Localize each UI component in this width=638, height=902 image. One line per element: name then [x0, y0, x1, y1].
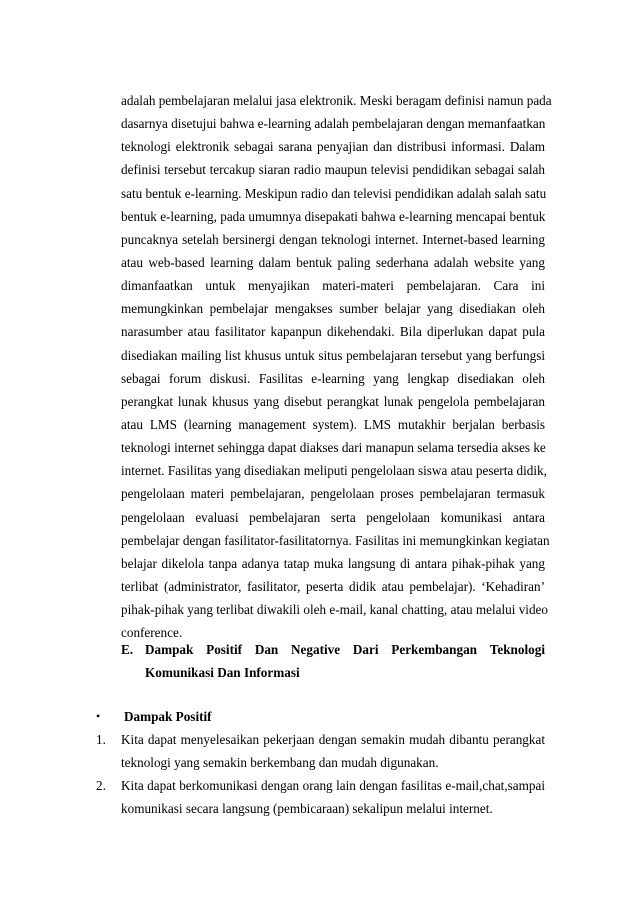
list-item [96, 728, 545, 774]
e-learning-paragraph [121, 89, 552, 644]
section-title-line-1 [145, 638, 545, 661]
list-item-number: 1. [96, 732, 106, 747]
paragraph-line: dimanfaatkan untuk menyajikan materi-materi pembelajaran. Cara ini [121, 278, 545, 294]
paragraph-line: puncaknya setelah bersinergi dengan teknologi internet. Internet-based learning [121, 231, 545, 247]
paragraph-line: perangkat lunak khusus yang disebut perangkat lunak pengelola pembelajaran [121, 393, 545, 409]
paragraph-line: teknologi internet sehingga dapat diakses dari manapun selama tersedia akses ke [121, 440, 546, 456]
section-title-word: Dari [352, 642, 379, 657]
section-title-word: Teknologi [489, 642, 545, 657]
paragraph-line: pembelajar dengan fasilitator-fasilitatornya. Fasilitas ini memungkinkan kegiatan [121, 532, 550, 548]
section-title-line-2: Komunikasi Dan Informasi [145, 665, 300, 681]
bullet-icon: • [96, 709, 101, 723]
list-item-line: komunikasi secara langsung (pembicaraan) sekalipun melalui internet. [121, 801, 493, 817]
paragraph-line: conference. [121, 625, 183, 641]
paragraph-line: internet. Fasilitas yang disediakan meliputi pengelolaan siswa atau peserta didik, [121, 463, 547, 479]
paragraph-line: sebagai forum diskusi. Fasilitas e-learning yang lengkap disediakan oleh [121, 370, 545, 386]
paragraph-line: narasumber atau fasilitator kapanpun dikehendaki. Bila diperlukan dapat pula [121, 324, 545, 340]
section-title-word: Dampak [145, 642, 194, 657]
paragraph-line: atau web-based learning dalam bentuk paling sederhana adalah website yang [121, 254, 545, 270]
bullet-heading [96, 705, 212, 728]
section-heading [121, 638, 545, 684]
list-item-line: Kita dapat berkomunikasi dengan orang lain dengan fasilitas e-mail,chat,sampai [121, 778, 545, 794]
paragraph-line: dasarnya disetujui bahwa e-learning adalah pembelajaran dengan memanfaatkan [121, 116, 546, 132]
paragraph-line: belajar dikelola tanpa adanya tatap muka langsung di antara pihak-pihak yang [121, 555, 545, 571]
section-title-word: Negative [291, 642, 341, 657]
paragraph-line: pihak-pihak yang terlibat diwakili oleh e-mail, kanal chatting, atau melalui video [121, 602, 548, 618]
section-title-word: Perkembangan [391, 642, 477, 657]
paragraph-line: satu bentuk e-learning. Meskipun radio dan televisi pendidikan adalah salah satu [121, 185, 547, 201]
list-item-line: Kita dapat menyelesaikan pekerjaan dengan semakin mudah dibantu perangkat [121, 732, 545, 747]
paragraph-line: pengelolaan materi pembelajaran, pengelolaan proses pembelajaran termasuk [121, 486, 545, 502]
section-letter: E. [121, 642, 134, 657]
paragraph-line: disediakan mailing list khusus untuk situs pembelajaran tersebut yang berfungsi [121, 347, 545, 363]
section-title-word: Positif [206, 642, 243, 657]
paragraph-line: definisi tersebut tercakup siaran radio maupun televisi pendidikan sebagai salah [121, 162, 545, 178]
paragraph-line: terlibat (administrator, fasilitator, peserta didik atau pembelajar). ‘Kehadiran’ [121, 578, 545, 594]
bullet-label: Dampak Positif [124, 709, 212, 724]
paragraph-line: pengelolaan evaluasi pembelajaran serta pengelolaan komunikasi antara [121, 509, 545, 525]
paragraph-line: bentuk e-learning, pada umumnya disepakati bahwa e-learning mencapai bentuk [121, 208, 546, 224]
paragraph-line: teknologi elektronik sebagai sarana penyajian dan distribusi informasi. Dalam [121, 139, 545, 155]
paragraph-line: adalah pembelajaran melalui jasa elektronik. Meski beragam definisi namun pada [121, 93, 552, 108]
list-item-number: 2. [96, 778, 106, 794]
numbered-list [96, 728, 545, 821]
section-title-word: Dan [254, 642, 279, 657]
list-item [96, 774, 545, 820]
paragraph-line: memungkinkan pembelajar mengakses sumber belajar yang disediakan oleh [121, 301, 545, 317]
list-item-line: teknologi yang semakin berkembang dan mudah digunakan. [121, 755, 439, 771]
paragraph-line: atau LMS (learning management system). LMS mutakhir berjalan berbasis [121, 416, 545, 432]
